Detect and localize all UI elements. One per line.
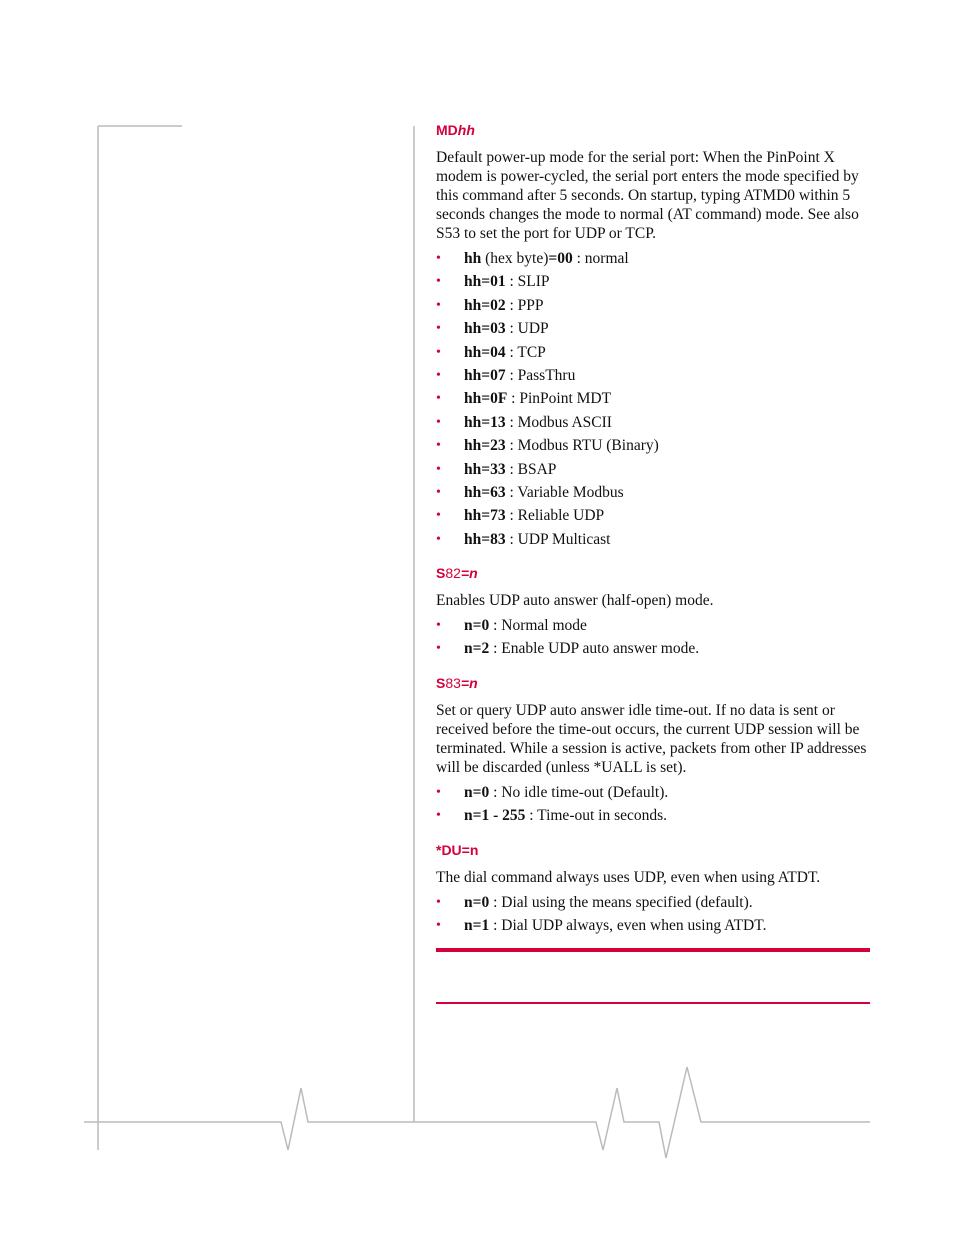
bullet-key: hh=73	[464, 507, 506, 525]
list-item	[436, 504, 870, 527]
bullet-key: hh	[464, 250, 482, 267]
bullet-icon: •	[436, 391, 441, 407]
heading-argument: hh	[457, 122, 475, 138]
section-heading	[436, 674, 870, 692]
list-item	[436, 804, 870, 827]
list-item	[436, 637, 870, 660]
list-item	[436, 458, 870, 481]
section-description: Default power-up mode for the serial port: When the PinPoint X modem is power-cycled, the serial port enters the mode specified by this command after 5 seconds. On startup, typing ATMD0 within 5 seconds changes the mode to normal (AT command) mode. See also S53 to set the port for UDP or TCP.	[436, 149, 859, 242]
section-end-rule-thick	[436, 948, 870, 952]
bullet-key: hh=07	[464, 366, 506, 384]
bullet-description: : Modbus RTU (Binary)	[505, 437, 659, 455]
bullet-icon: •	[436, 484, 441, 500]
main-content	[436, 121, 870, 950]
bullet-key: hh=13	[464, 413, 506, 431]
bullet-icon: •	[436, 251, 441, 266]
section-end-rule-thin	[436, 1002, 870, 1004]
bullet-description: : PinPoint MDT	[507, 390, 612, 408]
bullet-key: n=0	[464, 617, 490, 635]
bullet-key: n=0	[464, 783, 490, 801]
bullet-key: hh=23	[464, 437, 506, 455]
list-item	[436, 247, 870, 270]
heading-prefix: MD	[436, 122, 458, 138]
bullet-description: : No idle time-out (Default).	[489, 783, 669, 801]
list-item	[436, 481, 870, 504]
list-item	[436, 891, 870, 914]
bullet-icon: •	[436, 321, 441, 337]
bullet-icon: •	[436, 918, 441, 934]
bullet-description: : Enable UDP auto answer mode.	[489, 640, 700, 658]
bullet-icon: •	[436, 618, 441, 634]
heading-prefix: S	[436, 674, 446, 691]
bullet-description: : BSAP	[505, 460, 557, 478]
bullet-list	[436, 891, 870, 938]
bullet-icon: •	[436, 414, 441, 430]
bullet-icon: •	[436, 894, 441, 910]
bullet-key: hh=33	[464, 460, 506, 478]
bullet-description: : PPP	[505, 296, 544, 314]
heading-prefix: S	[436, 565, 446, 582]
bullet-key: n=0	[464, 893, 490, 911]
list-item	[436, 411, 870, 434]
bullet-icon: •	[436, 438, 441, 454]
bullet-description: : PassThru	[505, 366, 576, 384]
bullet-icon: •	[436, 531, 441, 547]
bullet-key: n=2	[464, 640, 490, 658]
bullet-key: n=1 - 255	[464, 807, 526, 825]
bullet-description: : Dial UDP always, even when using ATDT.	[489, 917, 767, 935]
section-s82	[436, 564, 870, 661]
section-description: The dial command always uses UDP, even when using ATDT.	[436, 868, 821, 886]
bullet-icon: •	[436, 808, 441, 824]
bullet-description: : Reliable UDP	[505, 507, 605, 525]
list-item	[436, 387, 870, 410]
list-item	[436, 914, 870, 937]
bullet-description: : Normal mode	[489, 617, 587, 635]
bullet-description: : UDP Multicast	[505, 530, 611, 548]
heading-number: 83	[445, 674, 461, 691]
section-heading	[436, 564, 870, 582]
bullet-list	[436, 247, 870, 551]
heading-argument: =n	[460, 674, 478, 691]
bullet-icon: •	[436, 344, 441, 360]
heading-number: 82	[445, 565, 461, 582]
bullet-description: : Time-out in seconds.	[525, 807, 668, 825]
bullet-icon: •	[436, 297, 441, 313]
list-item	[436, 294, 870, 317]
bullet-description: : Dial using the means specified (default).	[489, 893, 753, 911]
bullet-icon: •	[436, 641, 441, 657]
bullet-key: hh=0F	[464, 390, 508, 408]
bullet-key: hh=83	[464, 530, 506, 548]
bullet-icon: •	[436, 274, 441, 290]
bullet-key: hh=63	[464, 483, 506, 501]
bullet-key: n=1	[464, 917, 490, 935]
list-item	[436, 528, 870, 551]
section-description: Set or query UDP auto answer idle time-out. If no data is sent or received before the time-out occurs, the current UDP session will be terminated. While a session is active, packets from other IP addresses will be discarded (unless *UALL is set).	[436, 701, 867, 776]
bullet-description: : UDP	[505, 320, 549, 338]
section-s83	[436, 674, 870, 828]
bullet-icon: •	[436, 508, 441, 524]
list-item	[436, 317, 870, 340]
bullet-description: : Variable Modbus	[505, 483, 624, 501]
bullet-description: : TCP	[505, 343, 546, 361]
bullet-list	[436, 614, 870, 661]
bullet-key: hh=01	[464, 273, 506, 291]
bullet-icon: •	[436, 461, 441, 477]
bullet-key: hh=03	[464, 320, 506, 338]
bullet-description: : Modbus ASCII	[505, 413, 612, 431]
section-mdhh	[436, 121, 870, 551]
list-item	[436, 341, 870, 364]
frame-bottom-waveform	[84, 1067, 870, 1158]
bullet-extra: (hex byte)	[481, 250, 549, 267]
list-item	[436, 614, 870, 637]
heading-argument: =n	[460, 565, 478, 582]
section-du	[436, 841, 870, 938]
bullet-icon: •	[436, 367, 441, 383]
bullet-icon: •	[436, 784, 441, 800]
list-item	[436, 364, 870, 387]
bullet-description: : SLIP	[505, 273, 550, 291]
bullet-key: hh=02	[464, 296, 506, 314]
list-item	[436, 434, 870, 457]
list-item	[436, 270, 870, 293]
list-item	[436, 781, 870, 804]
bullet-key: hh=04	[464, 343, 506, 361]
section-description: Enables UDP auto answer (half-open) mode.	[436, 592, 714, 610]
bullet-list	[436, 781, 870, 828]
heading-prefix: *DU=n	[436, 841, 479, 858]
bullet-key-suffix: =00	[548, 250, 573, 267]
section-heading	[436, 841, 870, 859]
bullet-description: : normal	[572, 250, 629, 267]
section-heading	[436, 121, 870, 139]
